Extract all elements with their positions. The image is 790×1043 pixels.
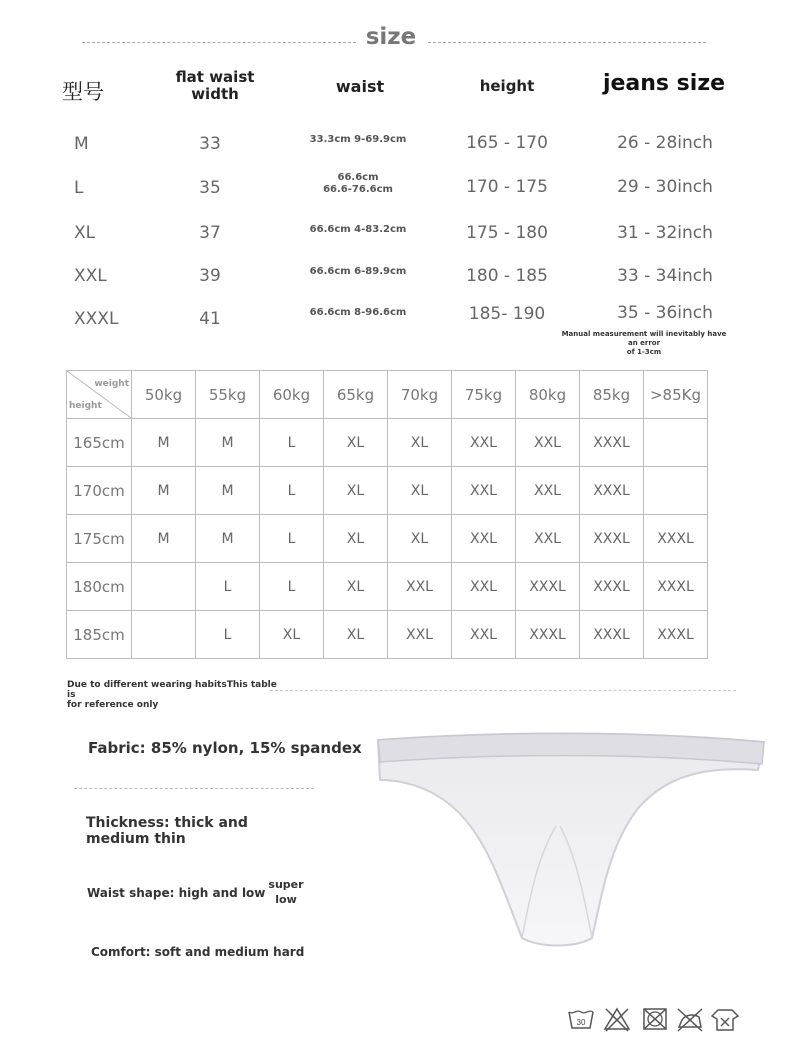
super-low-text <box>262 877 310 907</box>
height-header: 180cm <box>67 563 132 611</box>
measurement-note-line2: of 1-3cm <box>626 348 662 356</box>
measurement-note <box>556 330 732 357</box>
product-image-briefs <box>370 726 772 948</box>
table-cell: XL <box>324 515 388 563</box>
table-cell: XXL <box>452 611 516 659</box>
super-low-line2: low <box>275 893 297 906</box>
size-row-model: XXXL <box>74 309 119 329</box>
table-cell: XXXL <box>516 563 580 611</box>
size-row-height: 185- 190 <box>468 304 546 324</box>
table-cell: L <box>260 515 324 563</box>
size-row-flat: 37 <box>199 223 221 243</box>
wash-30-icon <box>567 1006 595 1032</box>
table-cell: XXXL <box>644 563 708 611</box>
super-low-line1: super <box>268 878 304 891</box>
size-row-waist: 33.3cm 9-69.9cm <box>309 134 407 145</box>
height-header: 185cm <box>67 611 132 659</box>
weight-header: 75kg <box>452 371 516 419</box>
reference-note-line2: for reference only <box>67 700 159 710</box>
size-row-height: 170 - 175 <box>466 177 548 197</box>
weight-height-table <box>66 370 708 659</box>
weight-header: 55kg <box>196 371 260 419</box>
table-cell: XXL <box>388 611 452 659</box>
size-row-waist: 66.6cm 6-89.9cm <box>309 266 407 277</box>
table-cell: XXXL <box>580 611 644 659</box>
size-row-height: 165 - 170 <box>466 133 548 153</box>
header-jeans-size: jeans size <box>602 71 726 96</box>
table-row <box>67 611 708 659</box>
size-row-waist: 66.6cm 4-83.2cm <box>309 224 407 235</box>
table-cell: XL <box>388 515 452 563</box>
table-cell: XXL <box>388 563 452 611</box>
weight-header: 60kg <box>260 371 324 419</box>
comfort-text: Comfort: soft and medium hard <box>91 945 305 959</box>
corner-weight-label: weight <box>94 379 129 389</box>
table-cell: M <box>196 419 260 467</box>
low-iron-icon <box>676 1006 704 1032</box>
table-cell: XL <box>324 563 388 611</box>
header-model: 型号 <box>62 80 104 104</box>
table-row <box>67 419 708 467</box>
height-header: 165cm <box>67 419 132 467</box>
size-row-jeans: 29 - 30inch <box>617 177 713 197</box>
table-cell: L <box>260 467 324 515</box>
header-waist: waist <box>335 77 385 96</box>
size-row-flat: 35 <box>199 178 221 198</box>
table-cell: XL <box>324 611 388 659</box>
table-cell: XXXL <box>580 467 644 515</box>
title-divider-right <box>428 42 706 43</box>
thickness-line2: medium thin <box>86 831 186 847</box>
weight-header: 65kg <box>324 371 388 419</box>
table-cell <box>132 563 196 611</box>
table-cell: XXL <box>516 419 580 467</box>
header-flat-waist-width: flat waist width <box>175 68 255 103</box>
feature-divider <box>74 788 314 789</box>
table-cell: XXXL <box>516 611 580 659</box>
thickness-text <box>86 815 248 847</box>
table-row <box>67 467 708 515</box>
title-divider-left <box>82 42 356 43</box>
table-header-row <box>67 371 708 419</box>
size-row-waist-line1: 66.6cm <box>337 172 379 183</box>
table-cell: XXXL <box>644 515 708 563</box>
size-row-jeans: 26 - 28inch <box>617 133 713 153</box>
weight-header: 85kg <box>580 371 644 419</box>
height-header: 175cm <box>67 515 132 563</box>
reference-note-line1: Due to different wearing habitsThis table is <box>67 680 277 700</box>
size-row-waist: 66.6cm 8-96.6cm <box>309 307 407 318</box>
table-cell: M <box>132 515 196 563</box>
size-row-model: M <box>74 134 89 154</box>
table-cell: M <box>132 419 196 467</box>
table-cell: XXL <box>452 515 516 563</box>
height-header: 170cm <box>67 467 132 515</box>
hang-dry-icon <box>711 1006 739 1032</box>
table-cell: XL <box>260 611 324 659</box>
table-cell: XXXL <box>580 419 644 467</box>
waist-shape-text: Waist shape: high and low <box>87 886 266 900</box>
table-cell <box>644 419 708 467</box>
wash-temp-label: 30 <box>576 1018 586 1027</box>
table-cell: L <box>260 419 324 467</box>
header-height: height <box>479 77 535 95</box>
table-cell: L <box>196 563 260 611</box>
table-cell: M <box>196 515 260 563</box>
weight-header: 80kg <box>516 371 580 419</box>
table-cell: XXXL <box>580 563 644 611</box>
table-cell: XXL <box>516 515 580 563</box>
table-cell: XL <box>324 467 388 515</box>
size-row-flat: 41 <box>199 309 221 329</box>
table-cell: XXL <box>452 467 516 515</box>
table-cell: XXL <box>452 419 516 467</box>
size-row-jeans: 33 - 34inch <box>617 266 713 286</box>
size-row-model: XL <box>74 223 96 243</box>
size-row-waist-line2: 66.6-76.6cm <box>323 184 393 195</box>
weight-header: 70kg <box>388 371 452 419</box>
table-cell: XL <box>388 419 452 467</box>
table-cell <box>132 611 196 659</box>
table-cell: XXXL <box>644 611 708 659</box>
table-row <box>67 515 708 563</box>
size-row-flat: 39 <box>199 266 221 286</box>
size-row-model: L <box>74 178 84 198</box>
size-row-height: 180 - 185 <box>466 266 548 286</box>
table-cell: XXXL <box>580 515 644 563</box>
no-bleach-icon <box>603 1006 631 1032</box>
table-cell: XL <box>324 419 388 467</box>
thickness-line1: Thickness: thick and <box>86 815 248 831</box>
table-cell: M <box>196 467 260 515</box>
measurement-note-line1: Manual measurement will inevitably have an error <box>561 330 727 347</box>
table-cell: M <box>132 467 196 515</box>
reference-note <box>67 680 277 710</box>
corner-height-label: height <box>69 401 102 411</box>
no-tumble-dry-icon <box>641 1006 669 1032</box>
section-divider <box>270 690 736 691</box>
size-row-jeans: 35 - 36inch <box>617 303 713 323</box>
table-cell: L <box>196 611 260 659</box>
page-title: size <box>365 24 417 50</box>
size-row-flat: 33 <box>199 134 221 154</box>
table-cell: XL <box>388 467 452 515</box>
fabric-text: Fabric: 85% nylon, 15% spandex <box>88 739 362 757</box>
table-cell: L <box>260 563 324 611</box>
table-cell: XXL <box>516 467 580 515</box>
size-row-jeans: 31 - 32inch <box>617 223 713 243</box>
table-cell: XXL <box>452 563 516 611</box>
size-row-height: 175 - 180 <box>466 223 548 243</box>
table-cell <box>644 467 708 515</box>
weight-header: 50kg <box>132 371 196 419</box>
size-row-model: XXL <box>74 266 107 286</box>
table-row <box>67 563 708 611</box>
weight-header: >85Kg <box>644 371 708 419</box>
table-corner <box>67 371 132 419</box>
